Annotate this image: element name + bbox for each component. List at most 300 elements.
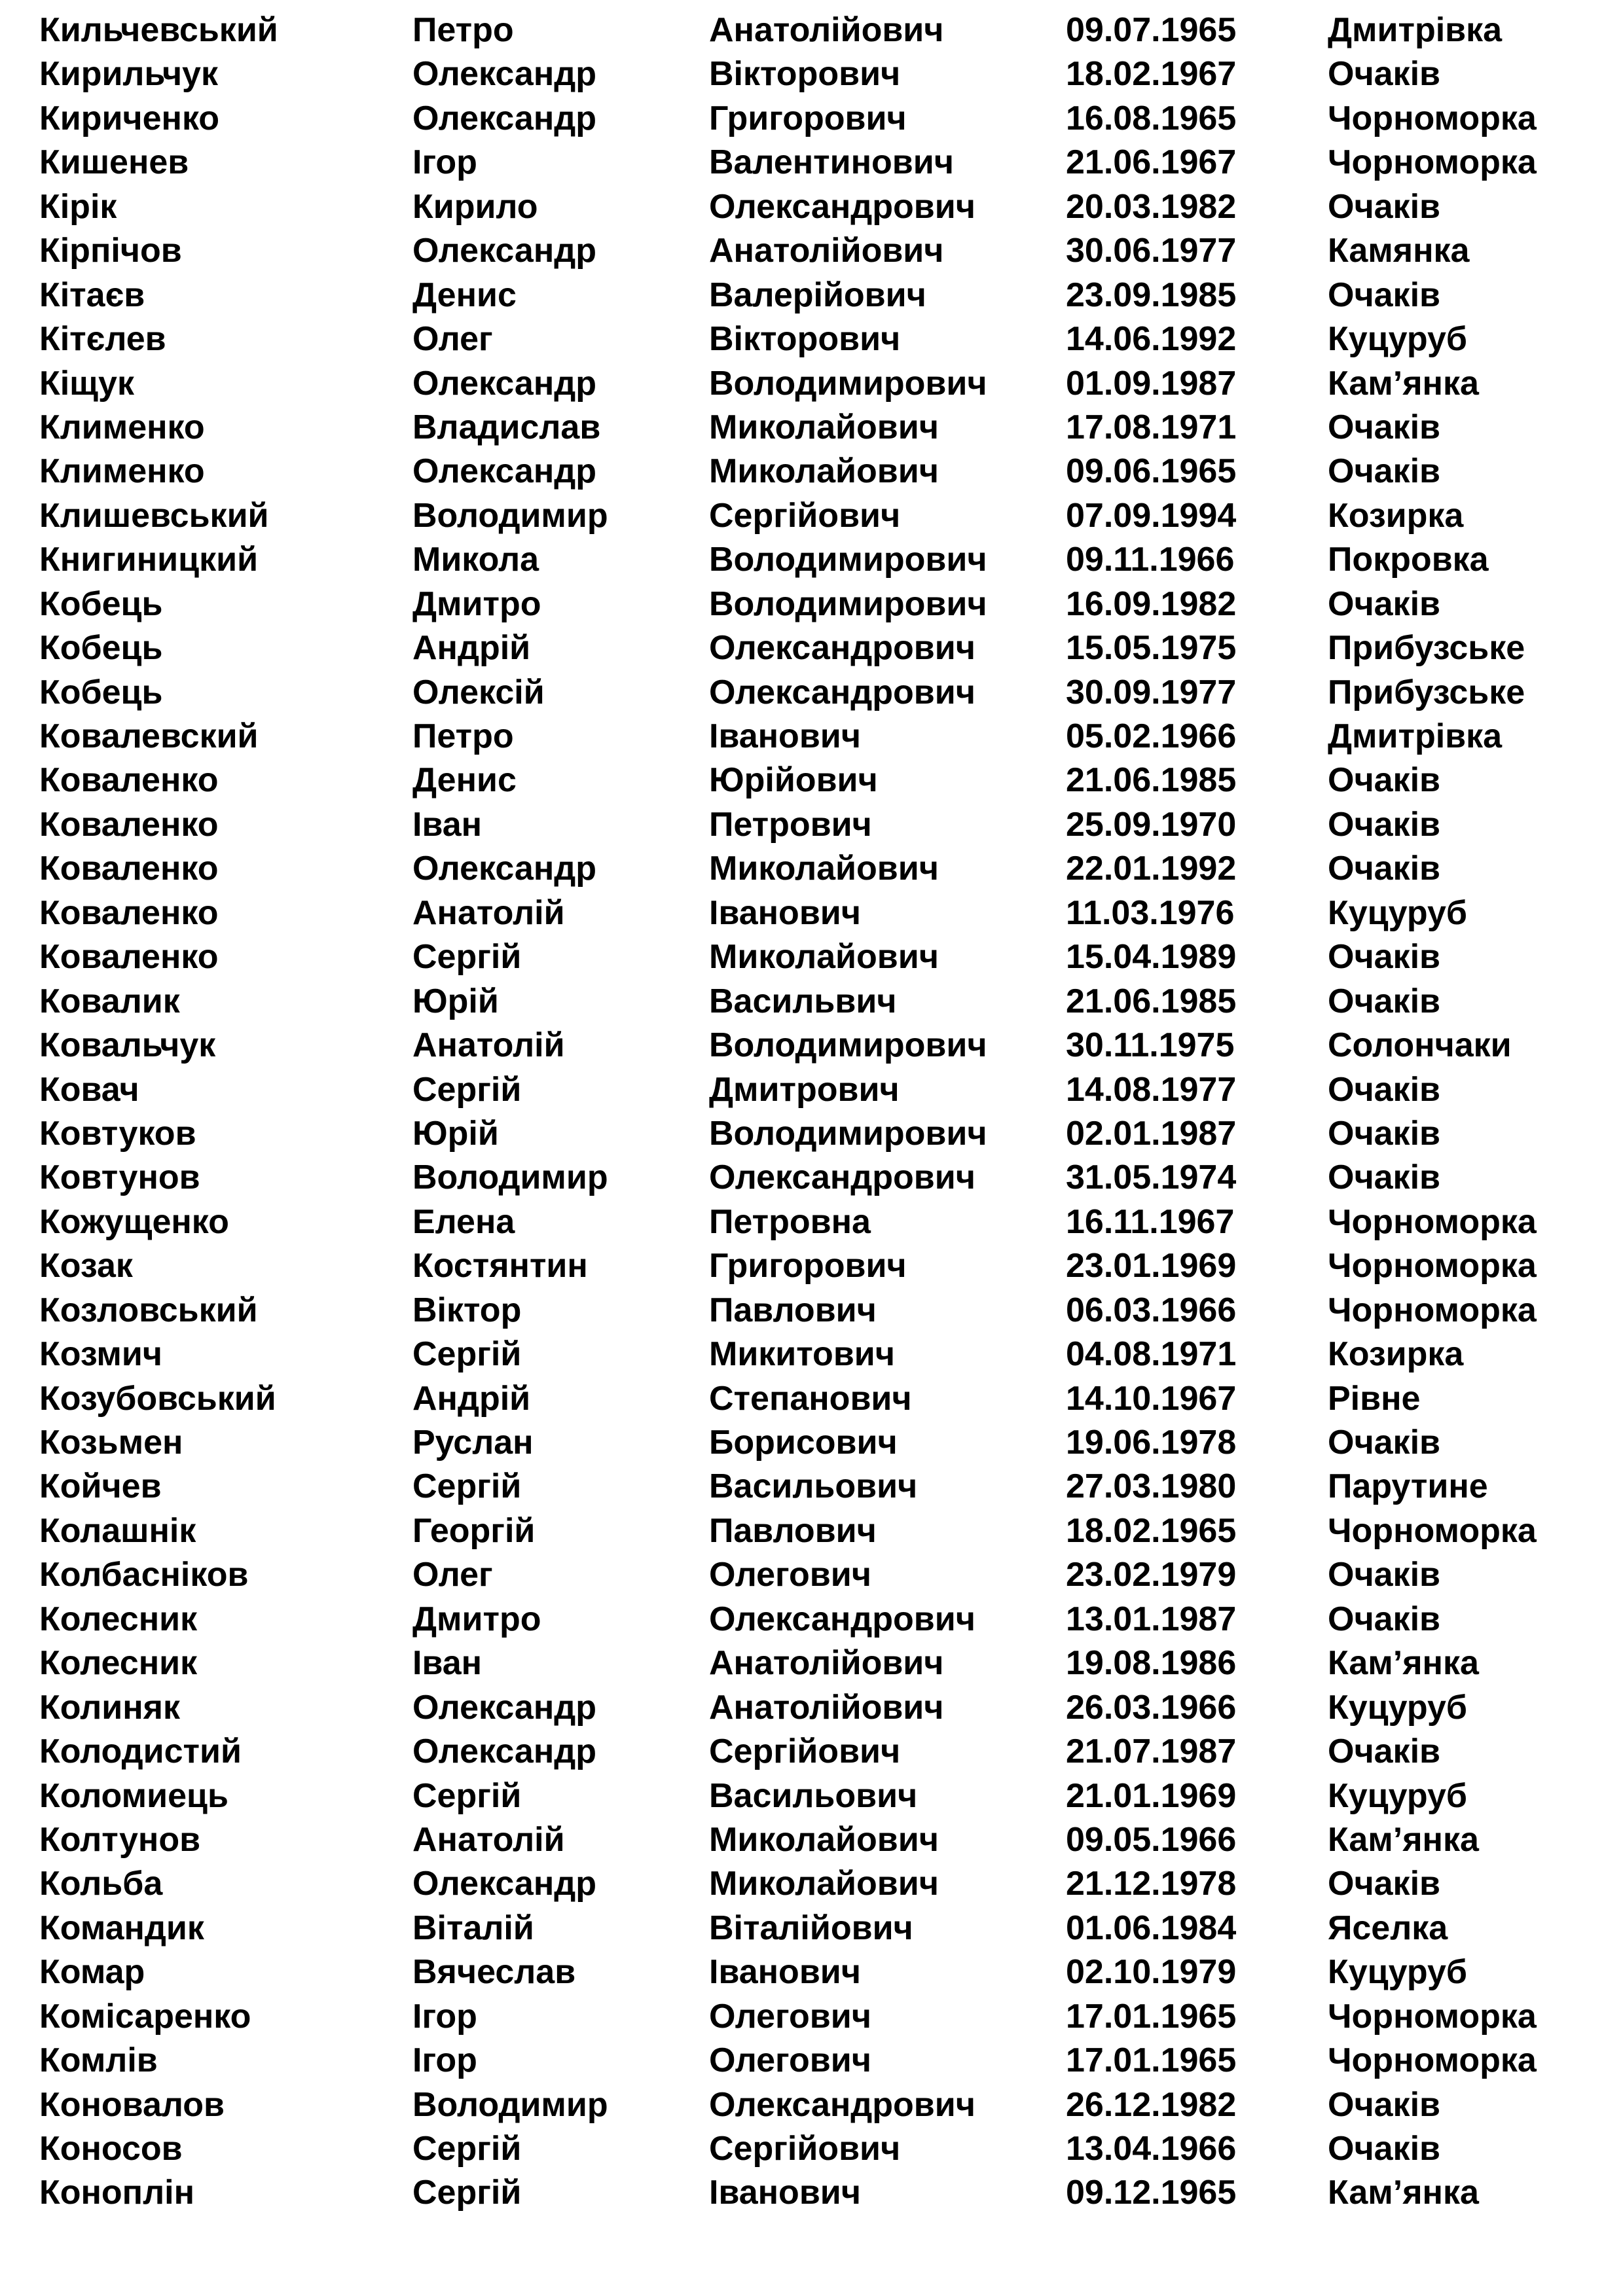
dob-cell: 11.03.1976	[1066, 893, 1235, 932]
place-cell: Солончаки	[1328, 1026, 1512, 1065]
dob-cell: 07.09.1994	[1066, 496, 1237, 535]
list-item	[0, 274, 1623, 317]
name-cell: Олександр	[412, 452, 597, 491]
place-cell: Камянка	[1328, 232, 1470, 270]
patronymic-cell: Олегович	[709, 2041, 871, 2080]
list-item	[0, 1333, 1623, 1376]
patronymic-cell: Володимирович	[709, 364, 987, 403]
surname-cell: Кітєлев	[39, 320, 166, 359]
place-cell: Чорноморка	[1328, 99, 1537, 137]
surname-cell: Комісаренко	[39, 1997, 251, 2036]
list-item	[0, 1068, 1623, 1112]
name-cell: Сергій	[412, 2130, 522, 2168]
patronymic-cell: Миколайович	[709, 408, 939, 446]
patronymic-cell: Віталійович	[709, 1909, 913, 1947]
dob-cell: 17.08.1971	[1066, 408, 1237, 446]
patronymic-cell: Микитович	[709, 1335, 895, 1374]
name-cell: Сергій	[412, 1776, 522, 1815]
patronymic-cell: Миколайович	[709, 1865, 939, 1903]
name-cell: Георгій	[412, 1511, 536, 1550]
place-cell: Очаків	[1328, 1424, 1440, 1462]
dob-cell: 21.06.1985	[1066, 982, 1237, 1020]
name-cell: Сергій	[412, 2174, 522, 2212]
patronymic-cell: Володимирович	[709, 1114, 987, 1153]
name-cell: Руслан	[412, 1424, 534, 1462]
name-cell: Елена	[412, 1202, 515, 1241]
list-item	[0, 185, 1623, 229]
patronymic-cell: Володимирович	[709, 584, 987, 623]
list-item	[0, 1377, 1623, 1421]
list-item	[0, 1995, 1623, 2039]
place-cell: Покровка	[1328, 541, 1489, 579]
name-cell: Олексій	[412, 673, 545, 711]
surname-cell: Кириченко	[39, 99, 220, 137]
dob-cell: 23.02.1979	[1066, 1556, 1237, 1594]
surname-cell: Колиняк	[39, 1688, 180, 1727]
person-list	[0, 9, 1623, 2215]
patronymic-cell: Валентинович	[709, 143, 954, 182]
patronymic-cell: Петрович	[709, 805, 872, 844]
place-cell: Очаків	[1328, 1114, 1440, 1153]
dob-cell: 18.02.1965	[1066, 1511, 1237, 1550]
dob-cell: 16.09.1982	[1066, 584, 1237, 623]
place-cell: Очаків	[1328, 938, 1440, 977]
patronymic-cell: Іванович	[709, 2174, 861, 2212]
place-cell: Очаків	[1328, 55, 1440, 94]
dob-cell: 21.07.1987	[1066, 1732, 1237, 1771]
list-item	[0, 1112, 1623, 1156]
list-item	[0, 9, 1623, 52]
list-item	[0, 406, 1623, 450]
surname-cell: Коломиець	[39, 1776, 228, 1815]
name-cell: Дмитро	[412, 584, 541, 623]
patronymic-cell: Олександрович	[709, 1600, 976, 1638]
dob-cell: 17.01.1965	[1066, 1997, 1237, 2036]
list-item	[0, 1774, 1623, 1818]
dob-cell: 30.09.1977	[1066, 673, 1237, 711]
surname-cell: Колашнік	[39, 1511, 196, 1550]
patronymic-cell: Іванович	[709, 1953, 861, 1992]
patronymic-cell: Олександрович	[709, 187, 976, 226]
patronymic-cell: Григорович	[709, 99, 907, 137]
name-cell: Сергій	[412, 938, 522, 977]
surname-cell: Ковалевский	[39, 717, 259, 755]
list-item	[0, 1598, 1623, 1641]
dob-cell: 26.03.1966	[1066, 1688, 1237, 1727]
dob-cell: 18.02.1967	[1066, 55, 1237, 94]
patronymic-cell: Степанович	[709, 1379, 912, 1418]
patronymic-cell: Дмитрович	[709, 1070, 900, 1109]
list-item	[0, 847, 1623, 891]
place-cell: Кам’янка	[1328, 364, 1479, 403]
place-cell: Рівне	[1328, 1379, 1421, 1418]
place-cell: Очаків	[1328, 276, 1440, 314]
patronymic-cell: Васильович	[709, 1467, 918, 1506]
place-cell: Очаків	[1328, 187, 1440, 226]
surname-cell: Ковач	[39, 1070, 139, 1109]
patronymic-cell: Олександрович	[709, 673, 976, 711]
surname-cell: Козловський	[39, 1291, 258, 1329]
dob-cell: 21.01.1969	[1066, 1776, 1237, 1815]
surname-cell: Кольба	[39, 1865, 163, 1903]
name-cell: Анатолій	[412, 1026, 565, 1065]
patronymic-cell: Олегович	[709, 1556, 871, 1594]
patronymic-cell: Миколайович	[709, 850, 939, 888]
surname-cell: Кобець	[39, 629, 163, 668]
dob-cell: 14.08.1977	[1066, 1070, 1237, 1109]
patronymic-cell: Павлович	[709, 1511, 877, 1550]
name-cell: Андрій	[412, 629, 531, 668]
surname-cell: Коваленко	[39, 761, 219, 800]
name-cell: Олександр	[412, 1732, 597, 1771]
surname-cell: Кітаєв	[39, 276, 145, 314]
name-cell: Ігор	[412, 2041, 477, 2080]
patronymic-cell: Іванович	[709, 717, 861, 755]
place-cell: Чорноморка	[1328, 1997, 1537, 2036]
patronymic-cell: Анатолійович	[709, 11, 944, 49]
surname-cell: Коваленко	[39, 938, 219, 977]
dob-cell: 05.02.1966	[1066, 717, 1237, 755]
list-item	[0, 1244, 1623, 1288]
name-cell: Кирило	[412, 187, 538, 226]
dob-cell: 16.08.1965	[1066, 99, 1237, 137]
dob-cell: 16.11.1967	[1066, 1202, 1235, 1241]
patronymic-cell: Анатолійович	[709, 1688, 944, 1727]
list-item	[0, 1553, 1623, 1597]
name-cell: Андрій	[412, 1379, 531, 1418]
place-cell: Яселка	[1328, 1909, 1448, 1947]
place-cell: Парутине	[1328, 1467, 1488, 1506]
list-item	[0, 141, 1623, 185]
dob-cell: 21.12.1978	[1066, 1865, 1237, 1903]
list-item	[0, 583, 1623, 626]
dob-cell: 04.08.1971	[1066, 1335, 1237, 1374]
list-item	[0, 1730, 1623, 1774]
name-cell: Анатолій	[412, 893, 565, 932]
place-cell: Очаків	[1328, 452, 1440, 491]
surname-cell: Коваленко	[39, 805, 219, 844]
place-cell: Козирка	[1328, 496, 1464, 535]
list-item	[0, 1289, 1623, 1333]
place-cell: Куцуруб	[1328, 893, 1467, 932]
dob-cell: 19.06.1978	[1066, 1424, 1237, 1462]
patronymic-cell: Юрійович	[709, 761, 878, 800]
dob-cell: 21.06.1967	[1066, 143, 1237, 182]
place-cell: Куцуруб	[1328, 1953, 1467, 1992]
name-cell: Вячеслав	[412, 1953, 576, 1992]
place-cell: Куцуруб	[1328, 1776, 1467, 1815]
place-cell: Чорноморка	[1328, 1511, 1537, 1550]
surname-cell: Клименко	[39, 452, 205, 491]
list-item	[0, 362, 1623, 406]
patronymic-cell: Павлович	[709, 1291, 877, 1329]
name-cell: Дмитро	[412, 1600, 541, 1638]
name-cell: Денис	[412, 761, 517, 800]
dob-cell: 17.01.1965	[1066, 2041, 1237, 2080]
dob-cell: 15.05.1975	[1066, 629, 1237, 668]
list-item	[0, 1421, 1623, 1465]
list-item	[0, 1862, 1623, 1906]
place-cell: Очаків	[1328, 1600, 1440, 1638]
patronymic-cell: Валерійович	[709, 276, 926, 314]
list-item	[0, 671, 1623, 715]
surname-cell: Коноплін	[39, 2174, 194, 2212]
patronymic-cell: Вікторович	[709, 320, 901, 359]
patronymic-cell: Олегович	[709, 1997, 871, 2036]
dob-cell: 30.11.1975	[1066, 1026, 1235, 1065]
patronymic-cell: Миколайович	[709, 452, 939, 491]
place-cell: Очаків	[1328, 2130, 1440, 2168]
name-cell: Олександр	[412, 850, 597, 888]
surname-cell: Комлів	[39, 2041, 158, 2080]
name-cell: Олександр	[412, 364, 597, 403]
place-cell: Очаків	[1328, 805, 1440, 844]
dob-cell: 09.06.1965	[1066, 452, 1237, 491]
surname-cell: Кіщук	[39, 364, 135, 403]
dob-cell: 27.03.1980	[1066, 1467, 1237, 1506]
place-cell: Дмитрівка	[1328, 717, 1503, 755]
list-item	[0, 1156, 1623, 1200]
surname-cell: Козубовський	[39, 1379, 276, 1418]
place-cell: Очаків	[1328, 982, 1440, 1020]
dob-cell: 13.04.1966	[1066, 2130, 1237, 2168]
dob-cell: 19.08.1986	[1066, 1644, 1237, 1683]
list-item	[0, 1200, 1623, 1244]
list-item	[0, 2083, 1623, 2127]
surname-cell: Ковтуков	[39, 1114, 196, 1153]
list-item	[0, 1465, 1623, 1509]
dob-cell: 01.09.1987	[1066, 364, 1237, 403]
surname-cell: Колодистий	[39, 1732, 242, 1771]
dob-cell: 01.06.1984	[1066, 1909, 1237, 1947]
surname-cell: Ковальчук	[39, 1026, 216, 1065]
dob-cell: 21.06.1985	[1066, 761, 1237, 800]
name-cell: Петро	[412, 717, 514, 755]
surname-cell: Клишевський	[39, 496, 269, 535]
list-item	[0, 1686, 1623, 1730]
place-cell: Чорноморка	[1328, 143, 1537, 182]
patronymic-cell: Анатолійович	[709, 232, 944, 270]
patronymic-cell: Васильович	[709, 1776, 918, 1815]
surname-cell: Комар	[39, 1953, 145, 1992]
dob-cell: 31.05.1974	[1066, 1158, 1237, 1197]
dob-cell: 14.10.1967	[1066, 1379, 1237, 1418]
surname-cell: Книгиницкий	[39, 541, 259, 579]
name-cell: Сергій	[412, 1070, 522, 1109]
place-cell: Очаків	[1328, 1732, 1440, 1771]
name-cell: Анатолій	[412, 1820, 565, 1859]
dob-cell: 09.11.1966	[1066, 541, 1235, 579]
patronymic-cell: Сергійович	[709, 1732, 901, 1771]
name-cell: Ігор	[412, 1997, 477, 2036]
name-cell: Петро	[412, 11, 514, 49]
list-item	[0, 1950, 1623, 1994]
place-cell: Прибузське	[1328, 629, 1525, 668]
name-cell: Костянтин	[412, 1247, 588, 1285]
name-cell: Віталій	[412, 1909, 534, 1947]
name-cell: Юрій	[412, 982, 499, 1020]
place-cell: Очаків	[1328, 1865, 1440, 1903]
surname-cell: Козмич	[39, 1335, 162, 1374]
name-cell: Іван	[412, 805, 483, 844]
surname-cell: Командик	[39, 1909, 204, 1947]
place-cell: Кам’янка	[1328, 2174, 1479, 2212]
list-item	[0, 2127, 1623, 2171]
surname-cell: Кобець	[39, 584, 163, 623]
name-cell: Олег	[412, 320, 493, 359]
dob-cell: 06.03.1966	[1066, 1291, 1237, 1329]
list-item	[0, 1907, 1623, 1950]
list-item	[0, 980, 1623, 1024]
list-item	[0, 715, 1623, 759]
list-item	[0, 759, 1623, 802]
name-cell: Сергій	[412, 1467, 522, 1506]
surname-cell: Козак	[39, 1247, 133, 1285]
dob-cell: 02.10.1979	[1066, 1953, 1237, 1992]
patronymic-cell: Володимирович	[709, 1026, 987, 1065]
list-item	[0, 450, 1623, 493]
dob-cell: 22.01.1992	[1066, 850, 1237, 888]
dob-cell: 23.01.1969	[1066, 1247, 1237, 1285]
list-item	[0, 317, 1623, 361]
patronymic-cell: Миколайович	[709, 938, 939, 977]
dob-cell: 09.05.1966	[1066, 1820, 1237, 1859]
name-cell: Юрій	[412, 1114, 499, 1153]
surname-cell: Кильчевський	[39, 11, 278, 49]
name-cell: Ігор	[412, 143, 477, 182]
place-cell: Кам’янка	[1328, 1644, 1479, 1683]
surname-cell: Кирильчук	[39, 55, 218, 94]
dob-cell: 14.06.1992	[1066, 320, 1237, 359]
name-cell: Олег	[412, 1556, 493, 1594]
list-item	[0, 626, 1623, 670]
name-cell: Владислав	[412, 408, 601, 446]
patronymic-cell: Борисович	[709, 1424, 898, 1462]
patronymic-cell: Григорович	[709, 1247, 907, 1285]
surname-cell: Ковтунов	[39, 1158, 200, 1197]
place-cell: Очаків	[1328, 2085, 1440, 2124]
name-cell: Олександр	[412, 1688, 597, 1727]
place-cell: Козирка	[1328, 1335, 1464, 1374]
surname-cell: Коновалов	[39, 2085, 225, 2124]
place-cell: Кам’янка	[1328, 1820, 1479, 1859]
patronymic-cell: Олександрович	[709, 1158, 976, 1197]
dob-cell: 20.03.1982	[1066, 187, 1237, 226]
place-cell: Куцуруб	[1328, 1688, 1467, 1727]
place-cell: Очаків	[1328, 1070, 1440, 1109]
list-item	[0, 494, 1623, 538]
name-cell: Олександр	[412, 99, 597, 137]
patronymic-cell: Сергійович	[709, 2130, 901, 2168]
list-item	[0, 1818, 1623, 1862]
surname-cell: Кобець	[39, 673, 163, 711]
patronymic-cell: Петровна	[709, 1202, 871, 1241]
dob-cell: 25.09.1970	[1066, 805, 1237, 844]
dob-cell: 09.12.1965	[1066, 2174, 1237, 2212]
surname-cell: Кожущенко	[39, 1202, 229, 1241]
list-item	[0, 229, 1623, 273]
place-cell: Очаків	[1328, 850, 1440, 888]
name-cell: Олександр	[412, 55, 597, 94]
patronymic-cell: Вікторович	[709, 55, 901, 94]
patronymic-cell: Анатолійович	[709, 1644, 944, 1683]
surname-cell: Ковалик	[39, 982, 180, 1020]
list-item	[0, 97, 1623, 141]
place-cell: Очаків	[1328, 1556, 1440, 1594]
list-item	[0, 803, 1623, 847]
place-cell: Очаків	[1328, 761, 1440, 800]
surname-cell: Койчев	[39, 1467, 162, 1506]
list-item	[0, 538, 1623, 582]
name-cell: Володимир	[412, 2085, 608, 2124]
patronymic-cell: Олександрович	[709, 629, 976, 668]
patronymic-cell: Васильвич	[709, 982, 897, 1020]
list-item	[0, 52, 1623, 96]
list-item	[0, 1641, 1623, 1685]
place-cell: Очаків	[1328, 408, 1440, 446]
surname-cell: Коваленко	[39, 893, 219, 932]
dob-cell: 09.07.1965	[1066, 11, 1237, 49]
place-cell: Прибузське	[1328, 673, 1525, 711]
surname-cell: Кірік	[39, 187, 117, 226]
place-cell: Чорноморка	[1328, 1202, 1537, 1241]
patronymic-cell: Миколайович	[709, 1820, 939, 1859]
list-item	[0, 935, 1623, 979]
place-cell: Чорноморка	[1328, 2041, 1537, 2080]
dob-cell: 23.09.1985	[1066, 276, 1237, 314]
list-item	[0, 1509, 1623, 1553]
name-cell: Микола	[412, 541, 539, 579]
list-item	[0, 2171, 1623, 2215]
patronymic-cell: Сергійович	[709, 496, 901, 535]
place-cell: Чорноморка	[1328, 1291, 1537, 1329]
dob-cell: 26.12.1982	[1066, 2085, 1237, 2124]
surname-cell: Кишенев	[39, 143, 189, 182]
dob-cell: 15.04.1989	[1066, 938, 1237, 977]
list-item	[0, 891, 1623, 935]
surname-cell: Колесник	[39, 1644, 198, 1683]
surname-cell: Колтунов	[39, 1820, 201, 1859]
name-cell: Олександр	[412, 232, 597, 270]
surname-cell: Кірпічов	[39, 232, 182, 270]
patronymic-cell: Володимирович	[709, 541, 987, 579]
surname-cell: Колесник	[39, 1600, 198, 1638]
surname-cell: Коносов	[39, 2130, 183, 2168]
dob-cell: 13.01.1987	[1066, 1600, 1237, 1638]
name-cell: Володимир	[412, 496, 608, 535]
place-cell: Чорноморка	[1328, 1247, 1537, 1285]
name-cell: Денис	[412, 276, 517, 314]
surname-cell: Коваленко	[39, 850, 219, 888]
list-item	[0, 1024, 1623, 1067]
name-cell: Володимир	[412, 1158, 608, 1197]
name-cell: Іван	[412, 1644, 483, 1683]
surname-cell: Клименко	[39, 408, 205, 446]
surname-cell: Колбасніков	[39, 1556, 249, 1594]
name-cell: Віктор	[412, 1291, 522, 1329]
surname-cell: Козьмен	[39, 1424, 183, 1462]
place-cell: Очаків	[1328, 1158, 1440, 1197]
place-cell: Очаків	[1328, 584, 1440, 623]
name-cell: Олександр	[412, 1865, 597, 1903]
place-cell: Куцуруб	[1328, 320, 1467, 359]
dob-cell: 30.06.1977	[1066, 232, 1237, 270]
list-item	[0, 2039, 1623, 2083]
patronymic-cell: Олександрович	[709, 2085, 976, 2124]
name-cell: Сергій	[412, 1335, 522, 1374]
place-cell: Дмитрівка	[1328, 11, 1503, 49]
dob-cell: 02.01.1987	[1066, 1114, 1237, 1153]
